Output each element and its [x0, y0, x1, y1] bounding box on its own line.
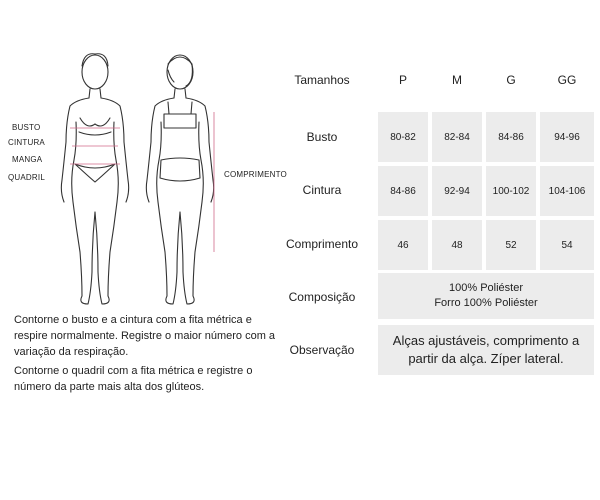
cell-cintura-p: 84-86 [378, 166, 428, 216]
body-measurement-illustration [40, 52, 230, 314]
label-comprimento: COMPRIMENTO [224, 170, 287, 179]
instruction-hip: Contorne o quadril com a fita métrica e registre o número da parte mais alta dos glúteos. [14, 365, 253, 393]
cell-busto-g: 84-86 [486, 112, 536, 162]
row-label-comprimento: Comprimento [285, 237, 359, 251]
cell-comprimento-gg: 54 [540, 220, 594, 270]
cell-observacao: Alças ajustáveis, comprimento a partir da alça. Zíper lateral. [378, 325, 594, 375]
cell-comprimento-p: 46 [378, 220, 428, 270]
row-label-composicao: Composição [288, 290, 356, 304]
back-figure [146, 55, 213, 304]
cell-comprimento-m: 48 [432, 220, 482, 270]
cell-busto-p: 80-82 [378, 112, 428, 162]
label-busto: BUSTO [12, 123, 41, 132]
size-header-gg: GG [557, 73, 577, 87]
row-label-observacao: Observação [289, 343, 355, 357]
header-label: Tamanhos [294, 73, 350, 87]
label-manga: MANGA [12, 155, 43, 164]
composition-line-1: 100% Poliéster [449, 282, 523, 294]
cell-cintura-gg: 104-106 [540, 166, 594, 216]
label-quadril: QUADRIL [8, 173, 45, 182]
label-cintura: CINTURA [8, 138, 45, 147]
front-figure [61, 54, 128, 304]
size-header-p: P [398, 73, 407, 87]
cell-cintura-g: 100-102 [486, 166, 536, 216]
cell-busto-gg: 94-96 [540, 112, 594, 162]
composition-line-2: Forro 100% Poliéster [434, 297, 538, 309]
cell-composicao [378, 273, 594, 319]
cell-busto-m: 82-84 [432, 112, 482, 162]
row-label-busto: Busto [306, 130, 338, 144]
instruction-bust-waist: Contorne o busto e a cintura com a fita métrica e respire normalmente. Registre o maior número com a variação da respiração. [14, 314, 276, 358]
size-header-g: G [506, 73, 516, 87]
size-header-m: M [452, 73, 462, 87]
row-label-cintura: Cintura [302, 183, 342, 197]
cell-cintura-m: 92-94 [432, 166, 482, 216]
cell-comprimento-g: 52 [486, 220, 536, 270]
